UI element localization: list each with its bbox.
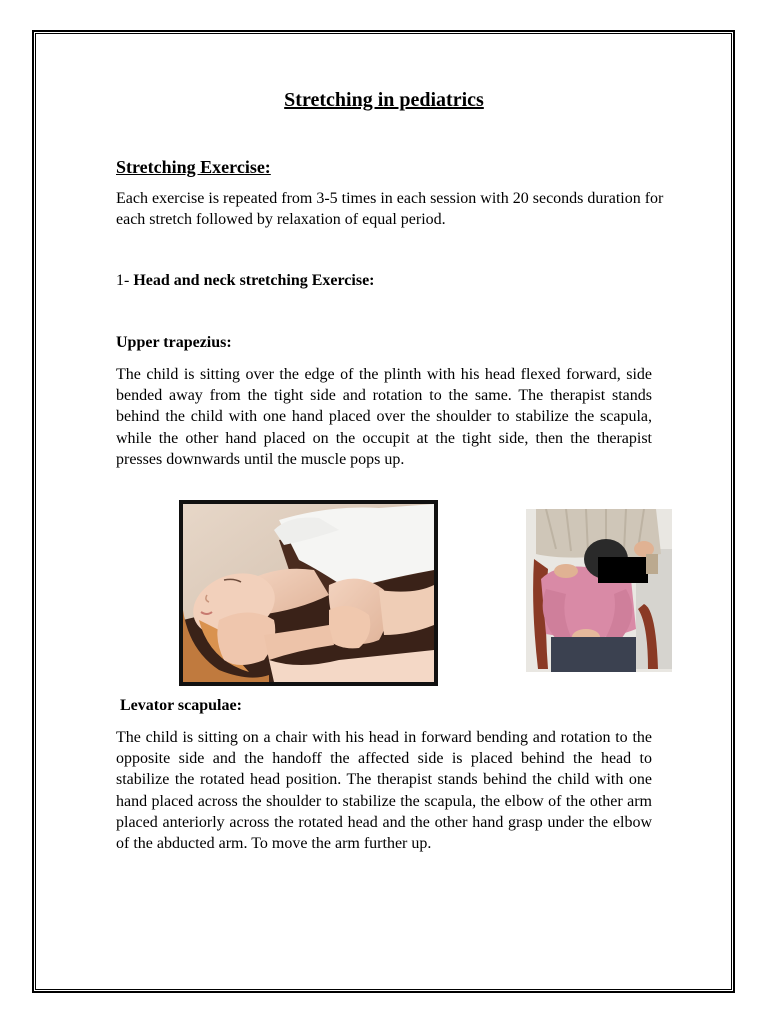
levator-scapulae-paragraph: The child is sitting on a chair with his head in forward bending and rotation to the opposite side and the handoff the affected side is placed behind the head to stabilize the rotated head position. The therapist stands behind the child with one hand placed across the shoulder to stabilize the scapula, the elbow of the other arm placed anteriorly across the rotated head and the other hand grasp under the elbow of the abducted arm. To move the arm further up. [116, 729, 652, 853]
document-title: Stretching in pediatrics [284, 89, 484, 111]
heading-text: Head and neck stretching Exercise: [133, 272, 375, 289]
levator-scapulae-heading: Levator scapulae: [120, 697, 242, 714]
numbered-heading [116, 272, 375, 290]
section-heading: Stretching Exercise: [116, 157, 271, 177]
intro-paragraph: Each exercise is repeated from 3-5 times in each session with 20 seconds duration for each stretch followed by relaxation of equal period. [116, 190, 664, 229]
upper-trapezius-paragraph: The child is sitting over the edge of the plinth with his head flexed forward, side bended away from the tight side and rotation to the same. The therapist stands behind the child with one hand placed over the shoulder to stabilize the scapula, while the other hand placed on the occupit at the tight side, then the therapist presses downwards until the muscle pops up. [116, 366, 652, 468]
seated-child-stretch-photo [526, 509, 672, 672]
heading-number: 1- [116, 272, 130, 289]
neck-stretch-photo [179, 500, 438, 686]
upper-trapezius-heading: Upper trapezius: [116, 334, 232, 351]
